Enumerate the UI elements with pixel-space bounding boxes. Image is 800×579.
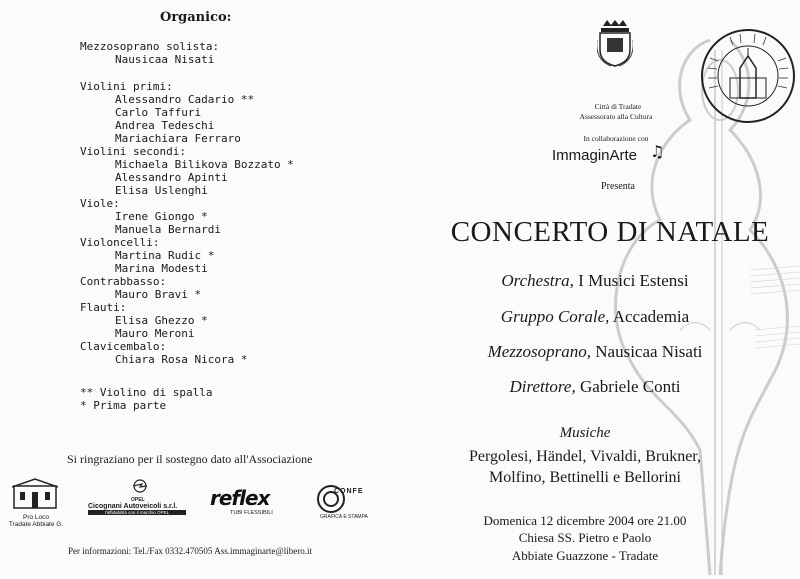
musician-name: Mauro Bravi * — [115, 288, 202, 301]
concert-title: CONCERTO DI NATALE — [450, 216, 770, 248]
city-name: Città di Tradate — [594, 102, 642, 111]
musician-name: Martina Rudic * — [115, 249, 215, 262]
performer-line — [440, 271, 750, 291]
composers-line1: Pergolesi, Händel, Vivaldi, Brukner, — [469, 448, 701, 465]
presenta: Presenta — [601, 181, 635, 192]
performer-name: Accademia — [609, 307, 690, 326]
musician-name: Andrea Tedeschi — [115, 119, 215, 132]
event-place: Abbiate Guazzone - Tradate — [511, 548, 659, 563]
note-prima-parte: * Prima parte — [80, 399, 167, 412]
event-venue: Chiesa SS. Pietro e Paolo — [518, 530, 652, 545]
note-spalla: ** Violino di spalla — [80, 386, 213, 399]
section-role: Viole: — [80, 197, 120, 210]
section-role: Contrabbasso: — [80, 275, 167, 288]
soloist-role: Mezzosoprano solista: — [80, 40, 220, 53]
confe-brand: CONFE — [334, 488, 364, 495]
musician-name: Elisa Ghezzo * — [115, 314, 208, 327]
musician-name: Manuela Bernardi — [115, 223, 221, 236]
musiche-label: Musiche — [559, 425, 611, 441]
section-role: Violini secondi: — [80, 145, 186, 158]
reflex-brand: reflex — [210, 486, 270, 510]
proloco-label: Pro Loco Tradate Abbiate G. — [8, 514, 64, 528]
performer-name: Gabriele Conti — [575, 377, 681, 396]
parish-seal — [700, 28, 796, 124]
musician-name: Carlo Taffuri — [115, 106, 202, 119]
performer-name: Nausicaa Nisati — [591, 342, 703, 361]
musician-name: Elisa Uslenghi — [115, 184, 208, 197]
event-date: Domenica 12 dicembre 2004 ore 21.00 — [483, 513, 687, 528]
performer-line — [440, 307, 750, 327]
section-role: Violini primi: — [80, 80, 173, 93]
reflex-sub: TUBI FLESSIBILI — [230, 510, 273, 516]
collaboration-line: In collaborazione con — [583, 134, 649, 143]
cicognani-name: Cicognani Autoveicoli s.r.l. — [88, 503, 178, 510]
musician-name: Alessandro Apinti — [115, 171, 228, 184]
performer-role: Direttore, — [509, 377, 576, 396]
soloist-name: Nausicaa Nisati — [115, 53, 215, 66]
musician-name: Mariachiara Ferraro — [115, 132, 241, 145]
cicognani-logo — [88, 478, 198, 524]
cicognani-sub: l'affidabilità con il marchio OPEL — [88, 510, 186, 515]
performer-role: Mezzosoprano, — [487, 342, 591, 361]
assessorato: Assessorato alla Cultura — [579, 112, 653, 121]
musician-name: Chiara Rosa Nicora * — [115, 353, 248, 366]
performer-line — [440, 377, 750, 397]
reflex-logo — [210, 486, 300, 522]
musician-name: Mauro Meroni — [115, 327, 195, 340]
composers-line2: Molfino, Bettinelli e Bellorini — [489, 469, 681, 486]
section-role: Violoncelli: — [80, 236, 160, 249]
seal-icon — [700, 28, 796, 124]
immaginarte-brand: ImmaginArte — [552, 147, 638, 164]
city-crest — [597, 20, 633, 64]
crest-icon — [597, 20, 633, 68]
music-note-icon: ♫ — [650, 142, 665, 161]
confe-logo — [316, 484, 380, 524]
thanks-line: Si ringraziano per il sostegno dato all'Associazione — [67, 452, 313, 466]
info-line: Per informazioni: Tel./Fax 0332.470505 Ass.immaginarte@libero.it — [68, 546, 312, 556]
section-role: Flauti: — [80, 301, 127, 314]
building-icon — [12, 478, 58, 510]
proloco-logo — [8, 478, 68, 530]
musician-name: Alessandro Cadario ** — [115, 93, 255, 106]
musician-name: Irene Giongo * — [115, 210, 208, 223]
performer-role: Orchestra, — [501, 271, 574, 290]
musician-name: Marina Modesti — [115, 262, 208, 275]
performer-role: Gruppo Corale, — [500, 307, 610, 326]
opel-brand: OPEL — [131, 497, 145, 503]
musician-name: Michaela Bilikova Bozzato * — [115, 158, 294, 171]
section-role: Clavicembalo: — [80, 340, 167, 353]
confe-sub: GRAFICA E STAMPA — [320, 514, 368, 520]
performer-line — [440, 342, 750, 362]
performer-name: I Musici Estensi — [573, 271, 689, 290]
organico-title: Organico: — [160, 10, 232, 25]
opel-icon — [130, 479, 150, 493]
